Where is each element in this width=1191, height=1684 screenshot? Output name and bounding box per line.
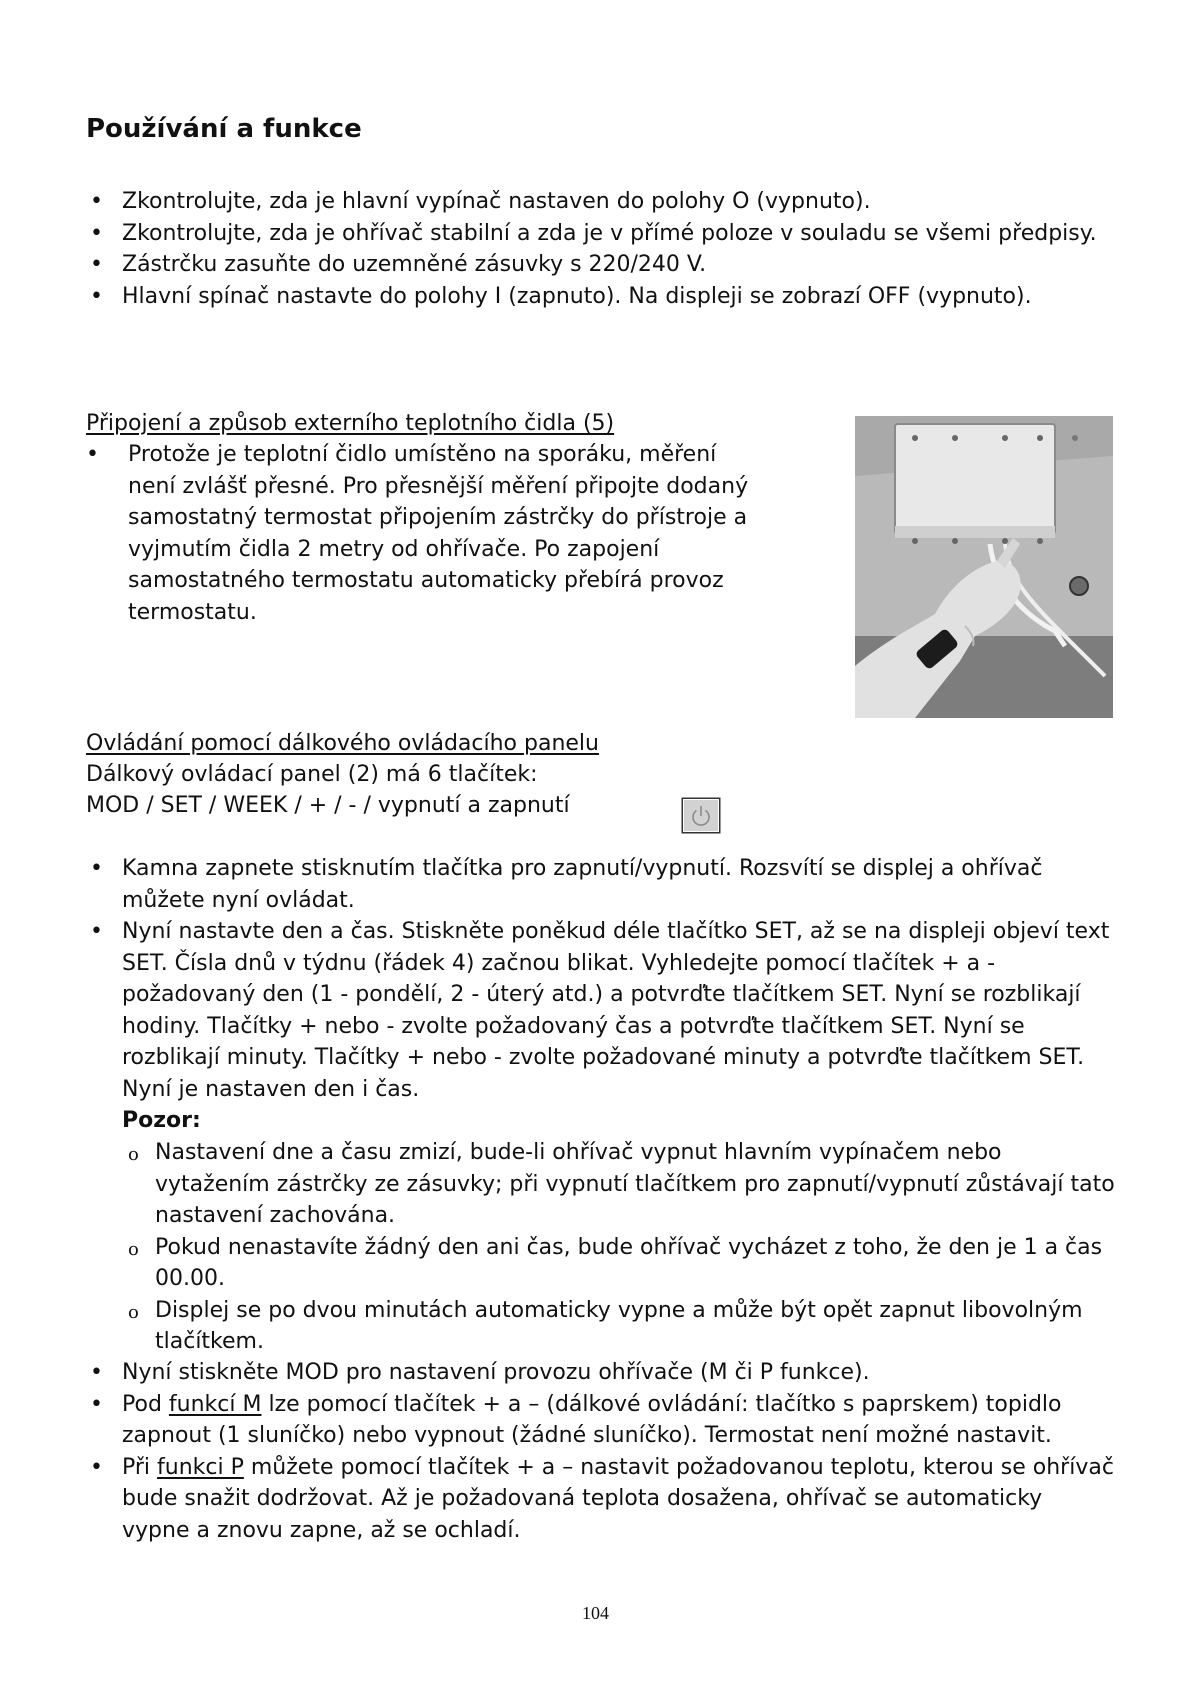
item-text: Nyní nastavte den a čas. Stiskněte poněkud déle tlačítko SET, až se na displeji objeví text SET. Čísla dnů v týdnu (řádek 4) začnou blikat. Vyhledejte pomocí tlačítek + a - požadovaný den (1 - pondělí, 2 - úterý atd.) a potvrďte tlačítkem SET. Nyní se rozblikají hodiny. Tlačítky + nebo - zvolte požadovaný čas a potvrďte tlačítkem SET. Nyní se rozblikají minuty. Tlačítky + nebo - zvolte požadované minuty a potvrďte tlačítkem SET. Nyní je nastaven den i čas. xyxy=(122,919,1110,1102)
page-number: 104 xyxy=(582,1603,609,1623)
list-item: • Zkontrolujte, zda je ohřívač stabilní a zda je v přímé poloze v souladu se všemi předpisy. xyxy=(86,218,1116,250)
page-title: Používání a funkce xyxy=(86,114,362,144)
item-text: můžete pomocí tlačítek + a – nastavit požadovanou teplotu, kterou se ohřívač bude snažit dodržovat. Až je požadovaná teplota dosažena, ohřívač se automaticky vypne a znovu zapne, až se ochladí. xyxy=(122,1454,1114,1543)
power-icon xyxy=(681,797,721,834)
thermostat-photo xyxy=(855,416,1113,718)
list-item xyxy=(86,1452,1116,1547)
item-text: Pod xyxy=(122,1391,169,1417)
sensor-line: není zvlášť přesné. Pro přesnější měření připojte dodaný xyxy=(128,473,749,499)
sensor-line: samostatný termostat připojením zástrčky do přístroje a xyxy=(128,505,748,530)
list-item xyxy=(86,916,1116,1137)
item-text: lze pomocí tlačítek + a – (dálkové ovládání: tlačítko s paprskem) topidlo zapnout (1 sluníčko) nebo vypnout (žádné sluníčko). Termostat není možné nastavit. xyxy=(122,1391,1062,1448)
list-item: • Nyní stiskněte MOD pro nastavení provozu ohřívače (M či P funkce). xyxy=(86,1357,1116,1389)
function-m-term: funkcí M xyxy=(168,1391,262,1417)
list-item: • Zástrčku zasuňte do uzemněné zásuvky s 220/240 V. xyxy=(86,249,1116,281)
remote-line: Dálkový ovládací panel (2) má 6 tlačítek: xyxy=(86,762,538,787)
function-p-term: funkci P xyxy=(157,1454,244,1480)
list-item: • Kamna zapnete stisknutím tlačítka pro zapnutí/vypnutí. Rozsvítí se displej a ohřívač můžete nyní ovládat. xyxy=(86,853,1116,916)
item-text: Při xyxy=(122,1454,158,1480)
sensor-paragraph xyxy=(128,439,848,628)
sensor-line: Protože je teplotní čidlo umístěno na sporáku, měření xyxy=(128,442,717,467)
list-item xyxy=(86,1389,1116,1452)
list-item: • Hlavní spínač nastavte do polohy I (zapnuto). Na displeji se zobrazí OFF (vypnuto). xyxy=(86,281,1116,313)
warning-label: Pozor: xyxy=(122,1108,201,1133)
sensor-line: vyjmutím čidla 2 metry od ohřívače. Po zapojení xyxy=(128,536,660,562)
sublist-item: o Nastavení dne a času zmizí, bude-li ohřívač vypnut hlavním vypínačem nebo vytažením zástrčky ze zásuvky; při vypnutí tlačítkem pro zapnutí/vypnutí zůstávají tato nastavení zachována. xyxy=(120,1137,1116,1232)
remote-heading: Ovládání pomocí dálkového ovládacího panelu xyxy=(86,731,599,756)
remote-line: MOD / SET / WEEK / + / - / vypnutí a zapnutí xyxy=(86,793,570,818)
function-list xyxy=(86,1357,1116,1546)
intro-list xyxy=(86,186,1116,312)
bullet-glyph: • xyxy=(86,442,99,467)
sublist-item: o Displej se po dvou minutách automaticky vypne a může být opět zapnut libovolným tlačítkem. xyxy=(120,1295,1116,1358)
sensor-heading: Připojení a způsob externího teplotního čidla (5) xyxy=(86,411,615,436)
warning-sublist xyxy=(120,1137,1116,1358)
sublist-item: o Pokud nenastavíte žádný den ani čas, bude ohřívač vycházet z toho, že den je 1 a čas 00.00. xyxy=(120,1232,1116,1295)
list-item: • Zkontrolujte, zda je hlavní vypínač nastaven do polohy O (vypnuto). xyxy=(86,186,1116,218)
main-list xyxy=(86,853,1116,1137)
sensor-line: samostatného termostatu automaticky přebírá provoz xyxy=(128,568,724,593)
sensor-line: termostatu. xyxy=(128,599,257,625)
